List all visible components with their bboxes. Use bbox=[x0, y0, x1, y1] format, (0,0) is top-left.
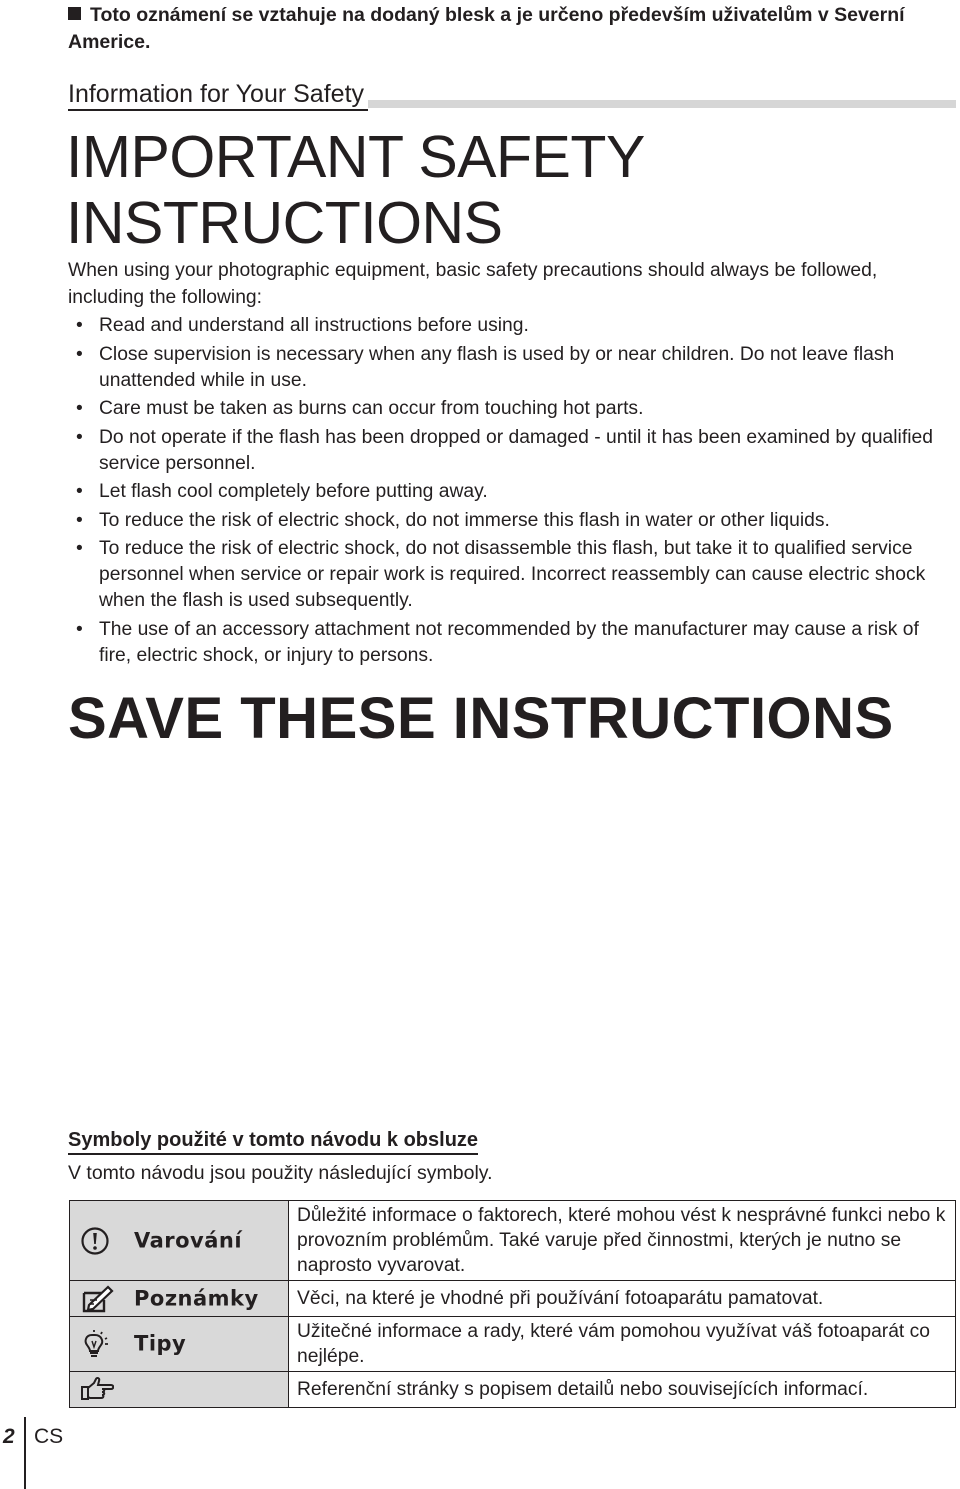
symbol-desc-cell: Věci, na které je vhodné při používání fotoaparátu pamatovat. bbox=[289, 1281, 956, 1317]
bullet-dot: • bbox=[76, 538, 83, 559]
section-heading-text: Information for Your Safety bbox=[68, 79, 368, 111]
symbols-heading: Symboly použité v tomto návodu k obsluze bbox=[68, 1127, 478, 1155]
safety-bullet-list bbox=[68, 313, 948, 671]
intro-paragraph: When using your photographic equipment, basic safety precautions should always be followed, including the following: bbox=[68, 260, 878, 308]
table-row bbox=[70, 1281, 956, 1317]
symbol-label: Poznámky bbox=[134, 1286, 259, 1310]
symbol-label-cell bbox=[70, 1372, 289, 1408]
top-note bbox=[68, 2, 948, 56]
list-item bbox=[68, 536, 948, 614]
symbol-desc-cell: Užitečné informace a rady, které vám pomohou využívat váš fotoaparát co nejlépe. bbox=[289, 1317, 956, 1372]
bullet-dot: • bbox=[76, 343, 83, 365]
list-item bbox=[68, 617, 948, 669]
bullet-dot: • bbox=[76, 398, 83, 419]
list-item bbox=[68, 342, 948, 394]
bullet-dot: • bbox=[76, 426, 83, 448]
symbol-desc-cell: Důležité informace o faktorech, které mohou vést k nesprávné funkci nebo k provozním problémům. Také varuje před činnostmi, kterých je nutno se naprosto vyvarovat. bbox=[289, 1201, 956, 1281]
table-row bbox=[70, 1201, 956, 1281]
list-item bbox=[68, 508, 948, 534]
symbols-intro: V tomto návodu jsou použity následující symboly. bbox=[68, 1162, 493, 1184]
symbols-table bbox=[69, 1200, 956, 1408]
list-item bbox=[68, 425, 948, 477]
page-title-line-2: INSTRUCTIONS bbox=[66, 190, 503, 256]
notes-icon bbox=[80, 1284, 114, 1314]
list-item-text: Let flash cool completely before putting away. bbox=[99, 481, 488, 502]
list-item-text: The use of an accessory attachment not recommended by the manufacturer may cause a risk of fire, electric shock, or injury to persons. bbox=[99, 618, 919, 666]
list-item bbox=[68, 479, 948, 505]
list-item-text: To reduce the risk of electric shock, do not immerse this flash in water or other liquids. bbox=[99, 509, 830, 531]
warning-icon bbox=[80, 1226, 114, 1256]
section-heading bbox=[68, 79, 956, 111]
page-title bbox=[66, 124, 645, 256]
list-item-text: Read and understand all instructions before using. bbox=[99, 315, 529, 336]
symbol-label: Tipy bbox=[134, 1331, 187, 1356]
table-row bbox=[70, 1317, 956, 1372]
page-language-code: CS bbox=[34, 1425, 64, 1448]
list-item-text: To reduce the risk of electric shock, do not disassemble this flash, but take it to qualified service personnel when service or repair work is required. Incorrect reassembly can cause electric shock when the flash is used subsequently. bbox=[99, 538, 926, 611]
bullet-dot: • bbox=[76, 481, 83, 502]
table-row bbox=[70, 1372, 956, 1408]
list-item bbox=[68, 313, 948, 339]
list-item-text: Do not operate if the flash has been dropped or damaged - until it has been examined by qualified service personnel. bbox=[99, 426, 933, 474]
bullet-dot: • bbox=[76, 509, 83, 531]
bullet-dot: • bbox=[76, 315, 83, 336]
symbol-label-cell bbox=[70, 1201, 289, 1281]
symbol-label-cell bbox=[70, 1317, 289, 1372]
page-number-divider bbox=[24, 1417, 26, 1489]
symbol-label-cell bbox=[70, 1281, 289, 1317]
page-number: 2 bbox=[3, 1425, 15, 1448]
reference-hand-icon bbox=[80, 1375, 114, 1405]
list-item bbox=[68, 396, 948, 422]
bullet-dot: • bbox=[76, 618, 83, 640]
page-title-line-1: IMPORTANT SAFETY bbox=[66, 124, 645, 190]
symbol-label: Varování bbox=[134, 1228, 243, 1252]
symbol-desc-cell: Referenční stránky s popisem detailů nebo souvisejících informací. bbox=[289, 1372, 956, 1408]
top-note-text: Toto oznámení se vztahuje na dodaný blesk a je určeno především uživatelům v Severní Americe. bbox=[68, 4, 905, 53]
list-item-text: Care must be taken as burns can occur from touching hot parts. bbox=[99, 398, 644, 419]
tips-icon bbox=[80, 1329, 114, 1359]
save-instructions-title: SAVE THESE INSTRUCTIONS bbox=[68, 686, 894, 751]
square-bullet-icon bbox=[68, 7, 81, 20]
list-item-text: Close supervision is necessary when any flash is used by or near children. Do not leave flash unattended while in use. bbox=[99, 343, 895, 391]
